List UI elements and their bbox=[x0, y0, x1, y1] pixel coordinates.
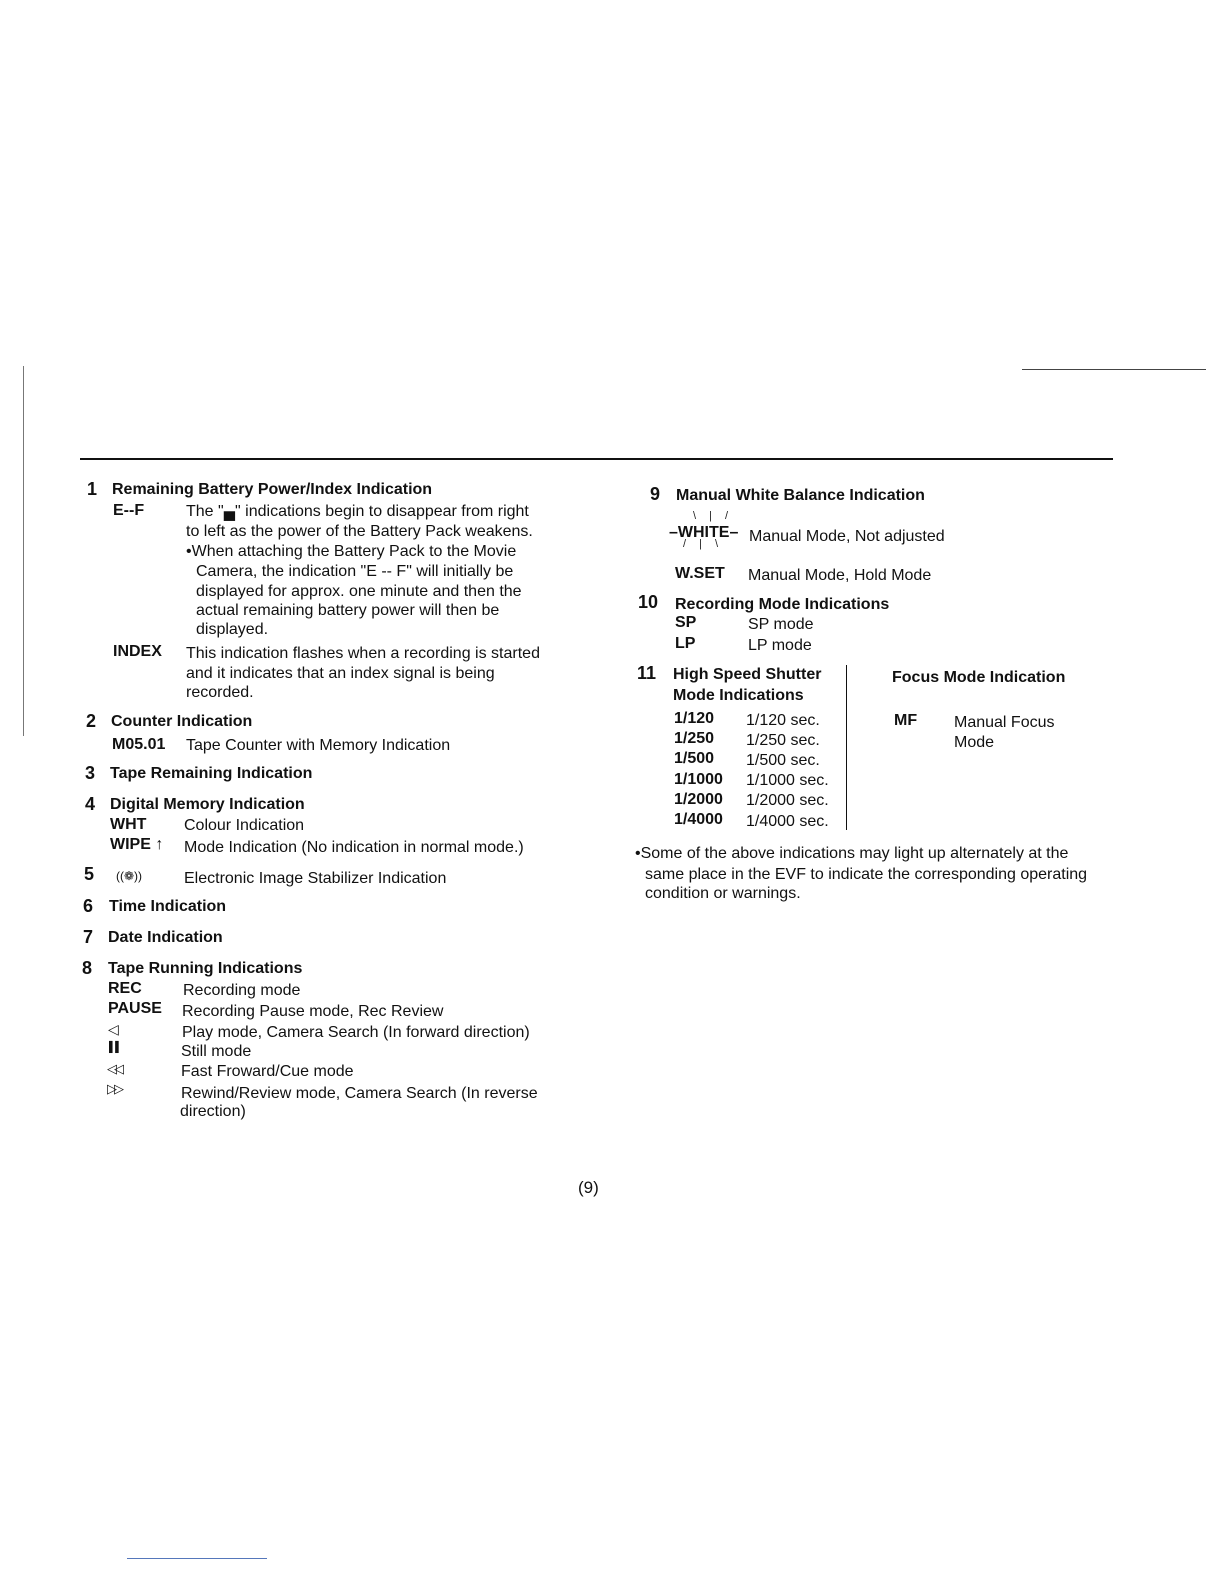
item-number: 5 bbox=[84, 864, 95, 884]
entry-note: •When attaching the Battery Pack to the Movie bbox=[186, 543, 517, 560]
shutter-focus-divider bbox=[846, 665, 847, 830]
entry-text: LP mode bbox=[748, 637, 812, 654]
entry-text: Rewind/Review mode, Camera Search (In reverse bbox=[181, 1085, 538, 1102]
item-number: 6 bbox=[83, 896, 94, 916]
entry-text: recorded. bbox=[186, 684, 254, 701]
entry-text: 1/250 sec. bbox=[746, 732, 820, 749]
entry-text: 1/1000 sec. bbox=[746, 772, 829, 789]
entry-text: The "▄" indications begin to disappear from right bbox=[186, 503, 529, 520]
footnote-line: condition or warnings. bbox=[645, 885, 801, 902]
bottom-margin-line bbox=[127, 1558, 267, 1559]
entry-key: WHT bbox=[110, 816, 147, 833]
entry-note: actual remaining battery power will then be bbox=[196, 602, 500, 619]
entry-key: 1/2000 bbox=[674, 791, 723, 808]
stabilizer-icon: ((❁)) bbox=[116, 869, 143, 883]
entry-text: Still mode bbox=[181, 1043, 252, 1060]
item-number: 2 bbox=[86, 711, 97, 731]
entry-key: 1/500 bbox=[674, 750, 715, 767]
item-heading: Date Indication bbox=[108, 929, 223, 946]
entry-key: 1/250 bbox=[674, 730, 715, 747]
item-number: 1 bbox=[87, 479, 98, 499]
item-heading: Counter Indication bbox=[111, 713, 253, 730]
item-heading: Mode Indications bbox=[673, 687, 804, 704]
entry-text: This indication flashes when a recording is started bbox=[186, 645, 540, 662]
entry-text: 1/4000 sec. bbox=[746, 813, 829, 830]
rewind-icon: ▷▷ bbox=[107, 1081, 121, 1096]
white-rays-bottom: / | \ bbox=[683, 538, 724, 550]
item-number: 9 bbox=[650, 484, 661, 504]
item-heading: Digital Memory Indication bbox=[110, 796, 305, 813]
entry-text: 1/500 sec. bbox=[746, 752, 820, 769]
top-right-rule bbox=[1022, 369, 1206, 370]
item-number: 11 bbox=[637, 663, 657, 683]
entry-key: WIPE ↑ bbox=[110, 836, 164, 853]
top-rule bbox=[80, 458, 1113, 460]
item-heading: Manual White Balance Indication bbox=[676, 487, 925, 504]
entry-text: and it indicates that an index signal is being bbox=[186, 665, 495, 682]
focus-text: Manual Focus bbox=[954, 714, 1055, 731]
entry-text: Mode Indication (No indication in normal mode.) bbox=[184, 839, 524, 856]
item-heading: High Speed Shutter bbox=[673, 666, 822, 683]
entry-text: to left as the power of the Battery Pack weakens. bbox=[186, 523, 533, 540]
item-number: 3 bbox=[85, 763, 96, 783]
item-heading: Recording Mode Indications bbox=[675, 596, 890, 613]
entry-note: Camera, the indication "E -- F" will initially be bbox=[196, 563, 514, 580]
play-triangle-icon: ◁ bbox=[108, 1021, 119, 1037]
entry-text: Manual Mode, Hold Mode bbox=[748, 567, 932, 584]
focus-text: Mode bbox=[954, 734, 995, 751]
still-pause-icon: ▌▌ bbox=[109, 1042, 122, 1053]
white-indicator: –WHITE– bbox=[669, 524, 739, 541]
entry-text: Electronic Image Stabilizer Indication bbox=[184, 870, 447, 887]
entry-text: Recording mode bbox=[183, 982, 301, 999]
page-number: (9) bbox=[578, 1178, 599, 1197]
entry-key: 1/120 bbox=[674, 710, 715, 727]
entry-key: E--F bbox=[113, 502, 145, 519]
entry-text: Fast Froward/Cue mode bbox=[181, 1063, 354, 1080]
footnote-line: same place in the EVF to indicate the corresponding operating bbox=[645, 866, 1088, 883]
white-rays-top: \ | / bbox=[693, 510, 734, 522]
item-heading: Tape Running Indications bbox=[108, 960, 303, 977]
entry-key: INDEX bbox=[113, 643, 162, 660]
entry-text: direction) bbox=[180, 1103, 246, 1120]
entry-key: LP bbox=[675, 635, 696, 652]
entry-key: REC bbox=[108, 980, 142, 997]
item-number: 7 bbox=[83, 927, 94, 947]
item-number: 10 bbox=[638, 592, 659, 612]
entry-text: Manual Mode, Not adjusted bbox=[749, 528, 945, 545]
entry-text: Play mode, Camera Search (In forward direction) bbox=[182, 1024, 530, 1041]
entry-text: 1/120 sec. bbox=[746, 712, 820, 729]
item-heading: Tape Remaining Indication bbox=[110, 765, 313, 782]
entry-text: Colour Indication bbox=[184, 817, 305, 834]
entry-text: 1/2000 sec. bbox=[746, 792, 829, 809]
item-number: 4 bbox=[85, 794, 96, 814]
footnote-line: •Some of the above indications may light up alternately at the bbox=[635, 845, 1069, 862]
item-heading: Time Indication bbox=[109, 898, 227, 915]
focus-heading: Focus Mode Indication bbox=[892, 669, 1066, 686]
entry-note: displayed. bbox=[196, 621, 269, 638]
entry-text: Recording Pause mode, Rec Review bbox=[182, 1003, 444, 1020]
entry-key: W.SET bbox=[675, 565, 725, 582]
entry-text: Tape Counter with Memory Indication bbox=[186, 737, 451, 754]
entry-key: 1/1000 bbox=[674, 771, 723, 788]
entry-text: SP mode bbox=[748, 616, 814, 633]
entry-key: 1/4000 bbox=[674, 811, 723, 828]
entry-note: displayed for approx. one minute and then the bbox=[196, 583, 522, 600]
fast-forward-icon: ◁◁ bbox=[107, 1061, 121, 1076]
left-margin-line bbox=[23, 366, 24, 736]
entry-key: M05.01 bbox=[112, 736, 166, 753]
entry-key: SP bbox=[675, 614, 697, 631]
item-number: 8 bbox=[82, 958, 93, 978]
item-heading: Remaining Battery Power/Index Indication bbox=[112, 481, 433, 498]
focus-key: MF bbox=[894, 712, 918, 729]
entry-key: PAUSE bbox=[108, 1000, 162, 1017]
